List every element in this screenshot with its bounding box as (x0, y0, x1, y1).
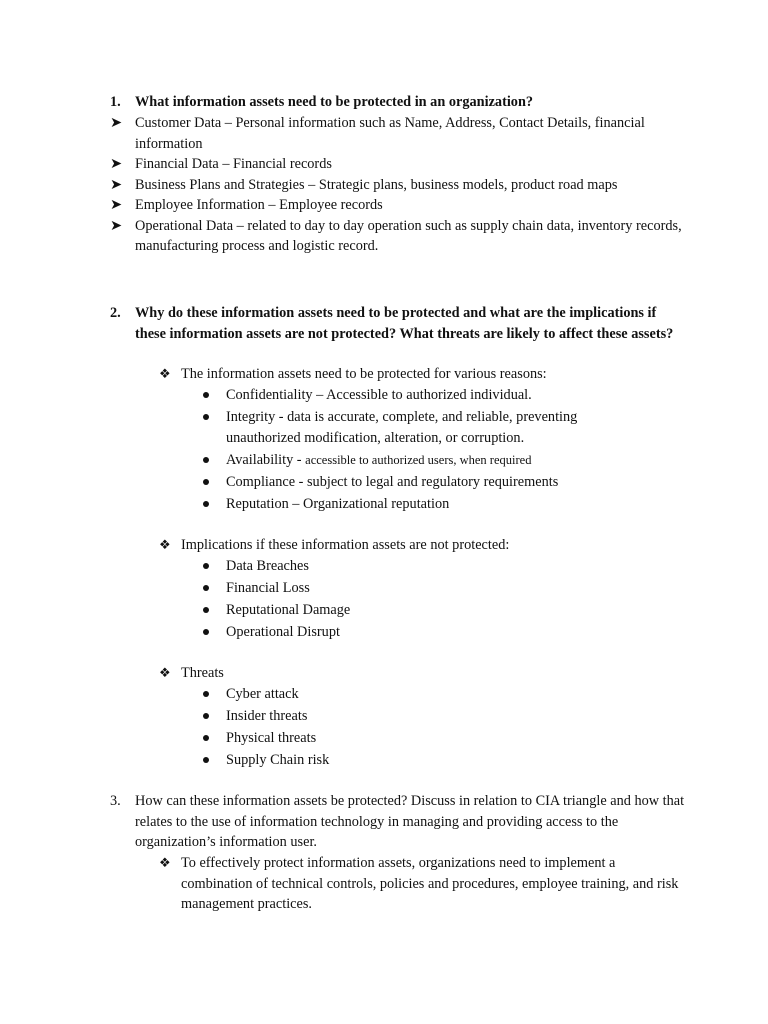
arrowhead-bullet-icon: ➤ (110, 176, 122, 193)
diamond-bullet-icon: ❖ (159, 537, 171, 552)
bullet-dot-icon (203, 563, 209, 569)
list-item: Financial Loss (203, 577, 623, 599)
q3-answer: ❖ To effectively protect information assets, organizations need to implement a combination of technical controls, policies and procedures, employee training, and risk management practices. (159, 855, 679, 912)
question-1-text: What information assets need to be protected in an organization? (135, 94, 534, 110)
implications-list (203, 555, 623, 643)
question-2-text: Why do these information assets need to be protected and what are the implications if these information assets are not protected? What threats are likely to affect these assets? (135, 305, 674, 342)
bullet-dot-icon (203, 691, 209, 697)
question-2-number: 2. (110, 305, 121, 321)
question-1-number: 1. (110, 94, 121, 110)
list-item: Reputational Damage (203, 599, 623, 621)
bullet-dot-icon (203, 479, 209, 485)
list-item: ➤ Operational Data – related to day to day operation such as supply chain data, inventory records, manufacturing process and logistic record. (110, 217, 682, 254)
bullet-dot-icon (203, 757, 209, 763)
question-3-text: How can these information assets be protected? Discuss in relation to CIA triangle and how that relates to the use of information technology in managing and providing access to the organization’s information user. (135, 793, 685, 850)
list-item: ➤ Business Plans and Strategies – Strategic plans, business models, product road maps (110, 175, 690, 196)
implications-heading: ❖ Implications if these information assets are not protected: (159, 535, 679, 556)
threats-heading: ❖ Threats (159, 663, 679, 684)
bullet-dot-icon (203, 457, 209, 463)
list-item: Availability - accessible to authorized users, when required (203, 449, 623, 471)
bullet-dot-icon (203, 735, 209, 741)
question-1-list (110, 113, 690, 257)
list-item: Compliance - subject to legal and regulatory requirements (203, 471, 623, 493)
list-item: Integrity - data is accurate, complete, and reliable, preventing unauthorized modification, alteration, or corruption. (203, 406, 623, 449)
arrowhead-bullet-icon: ➤ (110, 197, 122, 213)
arrowhead-bullet-icon: ➤ (110, 115, 122, 131)
diamond-bullet-icon: ❖ (159, 665, 171, 680)
arrowhead-bullet-icon: ➤ (110, 156, 122, 172)
reasons-heading: ❖ The information assets need to be protected for various reasons: (159, 364, 679, 385)
bullet-dot-icon (203, 501, 209, 507)
bullet-dot-icon (203, 585, 209, 591)
bullet-dot-icon (203, 414, 209, 420)
list-item: Supply Chain risk (203, 749, 623, 771)
question-2 (110, 303, 690, 344)
bullet-dot-icon (203, 713, 209, 719)
diamond-bullet-icon: ❖ (159, 366, 171, 381)
list-item: ➤ Customer Data – Personal information such as Name, Address, Contact Details, financial information (110, 115, 645, 152)
threats-list (203, 683, 623, 771)
list-item: ➤ Financial Data – Financial records (110, 154, 690, 175)
arrowhead-bullet-icon: ➤ (110, 217, 122, 234)
diamond-bullet-icon: ❖ (159, 855, 171, 870)
list-item: Cyber attack (203, 683, 623, 705)
list-item: Data Breaches (203, 555, 623, 577)
question-3 (110, 791, 690, 853)
bullet-dot-icon (203, 607, 209, 613)
list-item: Physical threats (203, 727, 623, 749)
question-3-number: 3. (110, 793, 121, 809)
list-item: Reputation – Organizational reputation (203, 493, 623, 515)
bullet-dot-icon (203, 629, 209, 635)
question-1 (110, 92, 690, 113)
reasons-list (203, 384, 623, 515)
list-item: Confidentiality – Accessible to authorized individual. (203, 384, 623, 406)
list-item: Operational Disrupt (203, 621, 623, 643)
list-item: ➤ Employee Information – Employee records (110, 195, 690, 216)
bullet-dot-icon (203, 392, 209, 398)
list-item: Insider threats (203, 705, 623, 727)
